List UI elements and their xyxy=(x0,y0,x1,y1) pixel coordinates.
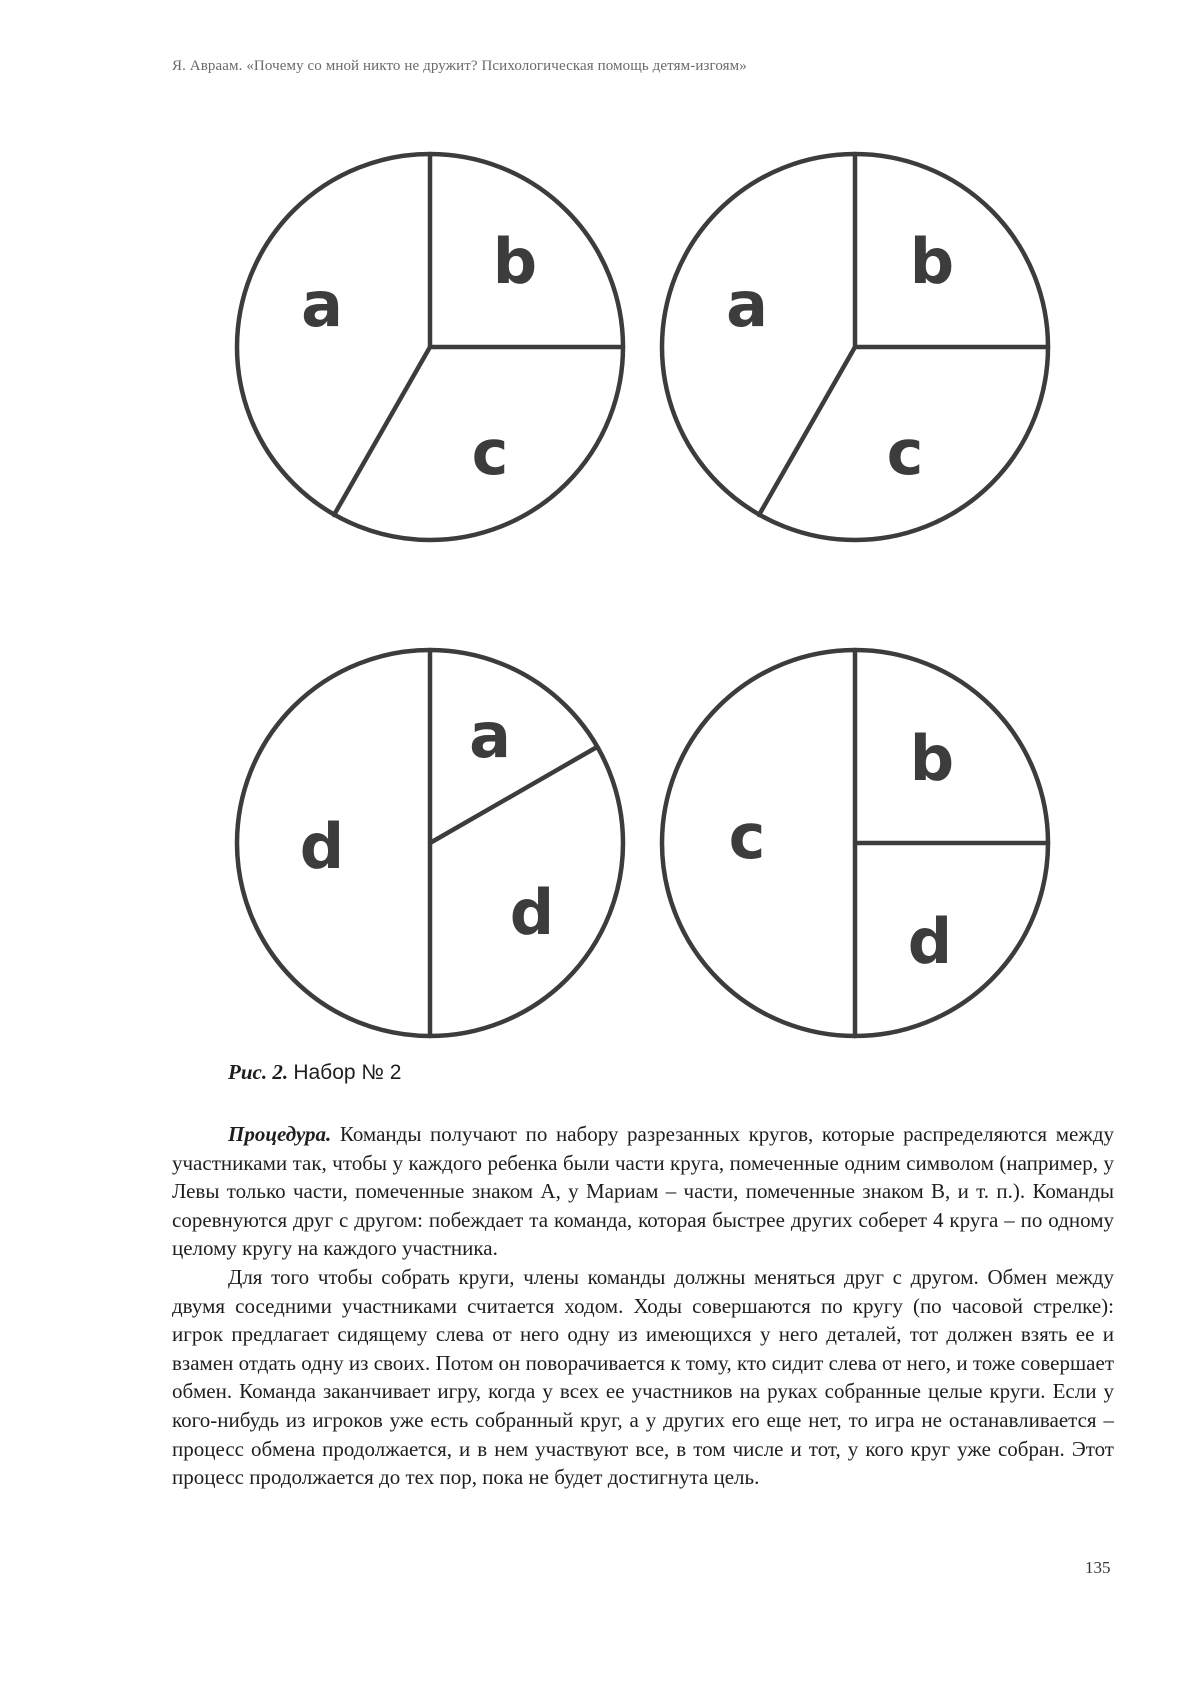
body-text xyxy=(172,1120,1114,1492)
piece-label: c xyxy=(471,416,509,489)
piece-label: d xyxy=(907,905,953,978)
piece-label: c xyxy=(728,800,766,873)
piece-label: b xyxy=(909,722,955,795)
figure-title: Набор № 2 xyxy=(293,1061,402,1084)
circle-bottom-left xyxy=(237,650,623,1036)
running-header: Я. Авраам. «Почему со мной никто не дружит? Психологическая помощь детям-изгоям» xyxy=(172,58,747,74)
piece-label: a xyxy=(469,699,511,772)
piece-label: b xyxy=(492,225,538,298)
page-number: 135 xyxy=(1085,1558,1111,1577)
circle-bottom-right xyxy=(662,650,1048,1036)
paragraph-text: Команды получают по набору разрезанных кругов, которые распределяются между участниками так, чтобы у каждого ребенка были части круга, помеченные одним символом (например, у Левы только части, помеченные знаком А, у Мариам – части, помеченные знаком В, и т. п.). Команды соревнуются друг с другом: побеждает та команда, которая быстрее других соберет 4 круга – по одному целому кругу на каждого участника. xyxy=(172,1122,1115,1261)
paragraph-lead-in: Процедура. xyxy=(228,1122,332,1146)
piece-label: d xyxy=(299,810,345,883)
circle-top-right xyxy=(662,154,1048,540)
piece-label: a xyxy=(301,268,343,341)
figure-caption xyxy=(228,1060,401,1085)
piece-label: b xyxy=(909,225,955,298)
paragraph-procedure xyxy=(172,1120,1114,1263)
paragraph-exchange: Для того чтобы собрать круги, члены команды должны меняться друг с другом. Обмен между двумя соседними участниками считается ходом. Ходы совершаются по кругу (по часовой стрелке): игрок предлагает сидящему слева от него одну из имеющихся у него деталей, тот должен взять ее и взамен отдать одну из своих. Потом он поворачивается к тому, кто сидит слева от него, и тоже совершает обмен. Команда заканчивает игру, когда у всех ее участников на руках собранные целые круги. Если у кого-нибудь из игроков уже есть собранный круг, а у других его еще нет, то игра не останавливается – процесс обмена продолжается, и в нем участвуют все, в том числе и тот, у кого круг уже собран. Этот процесс продолжается до тех пор, пока не будет достигнута цель. xyxy=(172,1264,1114,1490)
piece-label: c xyxy=(886,416,924,489)
circle-top-left xyxy=(237,154,623,540)
piece-label: d xyxy=(509,876,555,949)
piece-label: a xyxy=(726,268,768,341)
figure-number: Рис. 2. xyxy=(228,1060,289,1084)
